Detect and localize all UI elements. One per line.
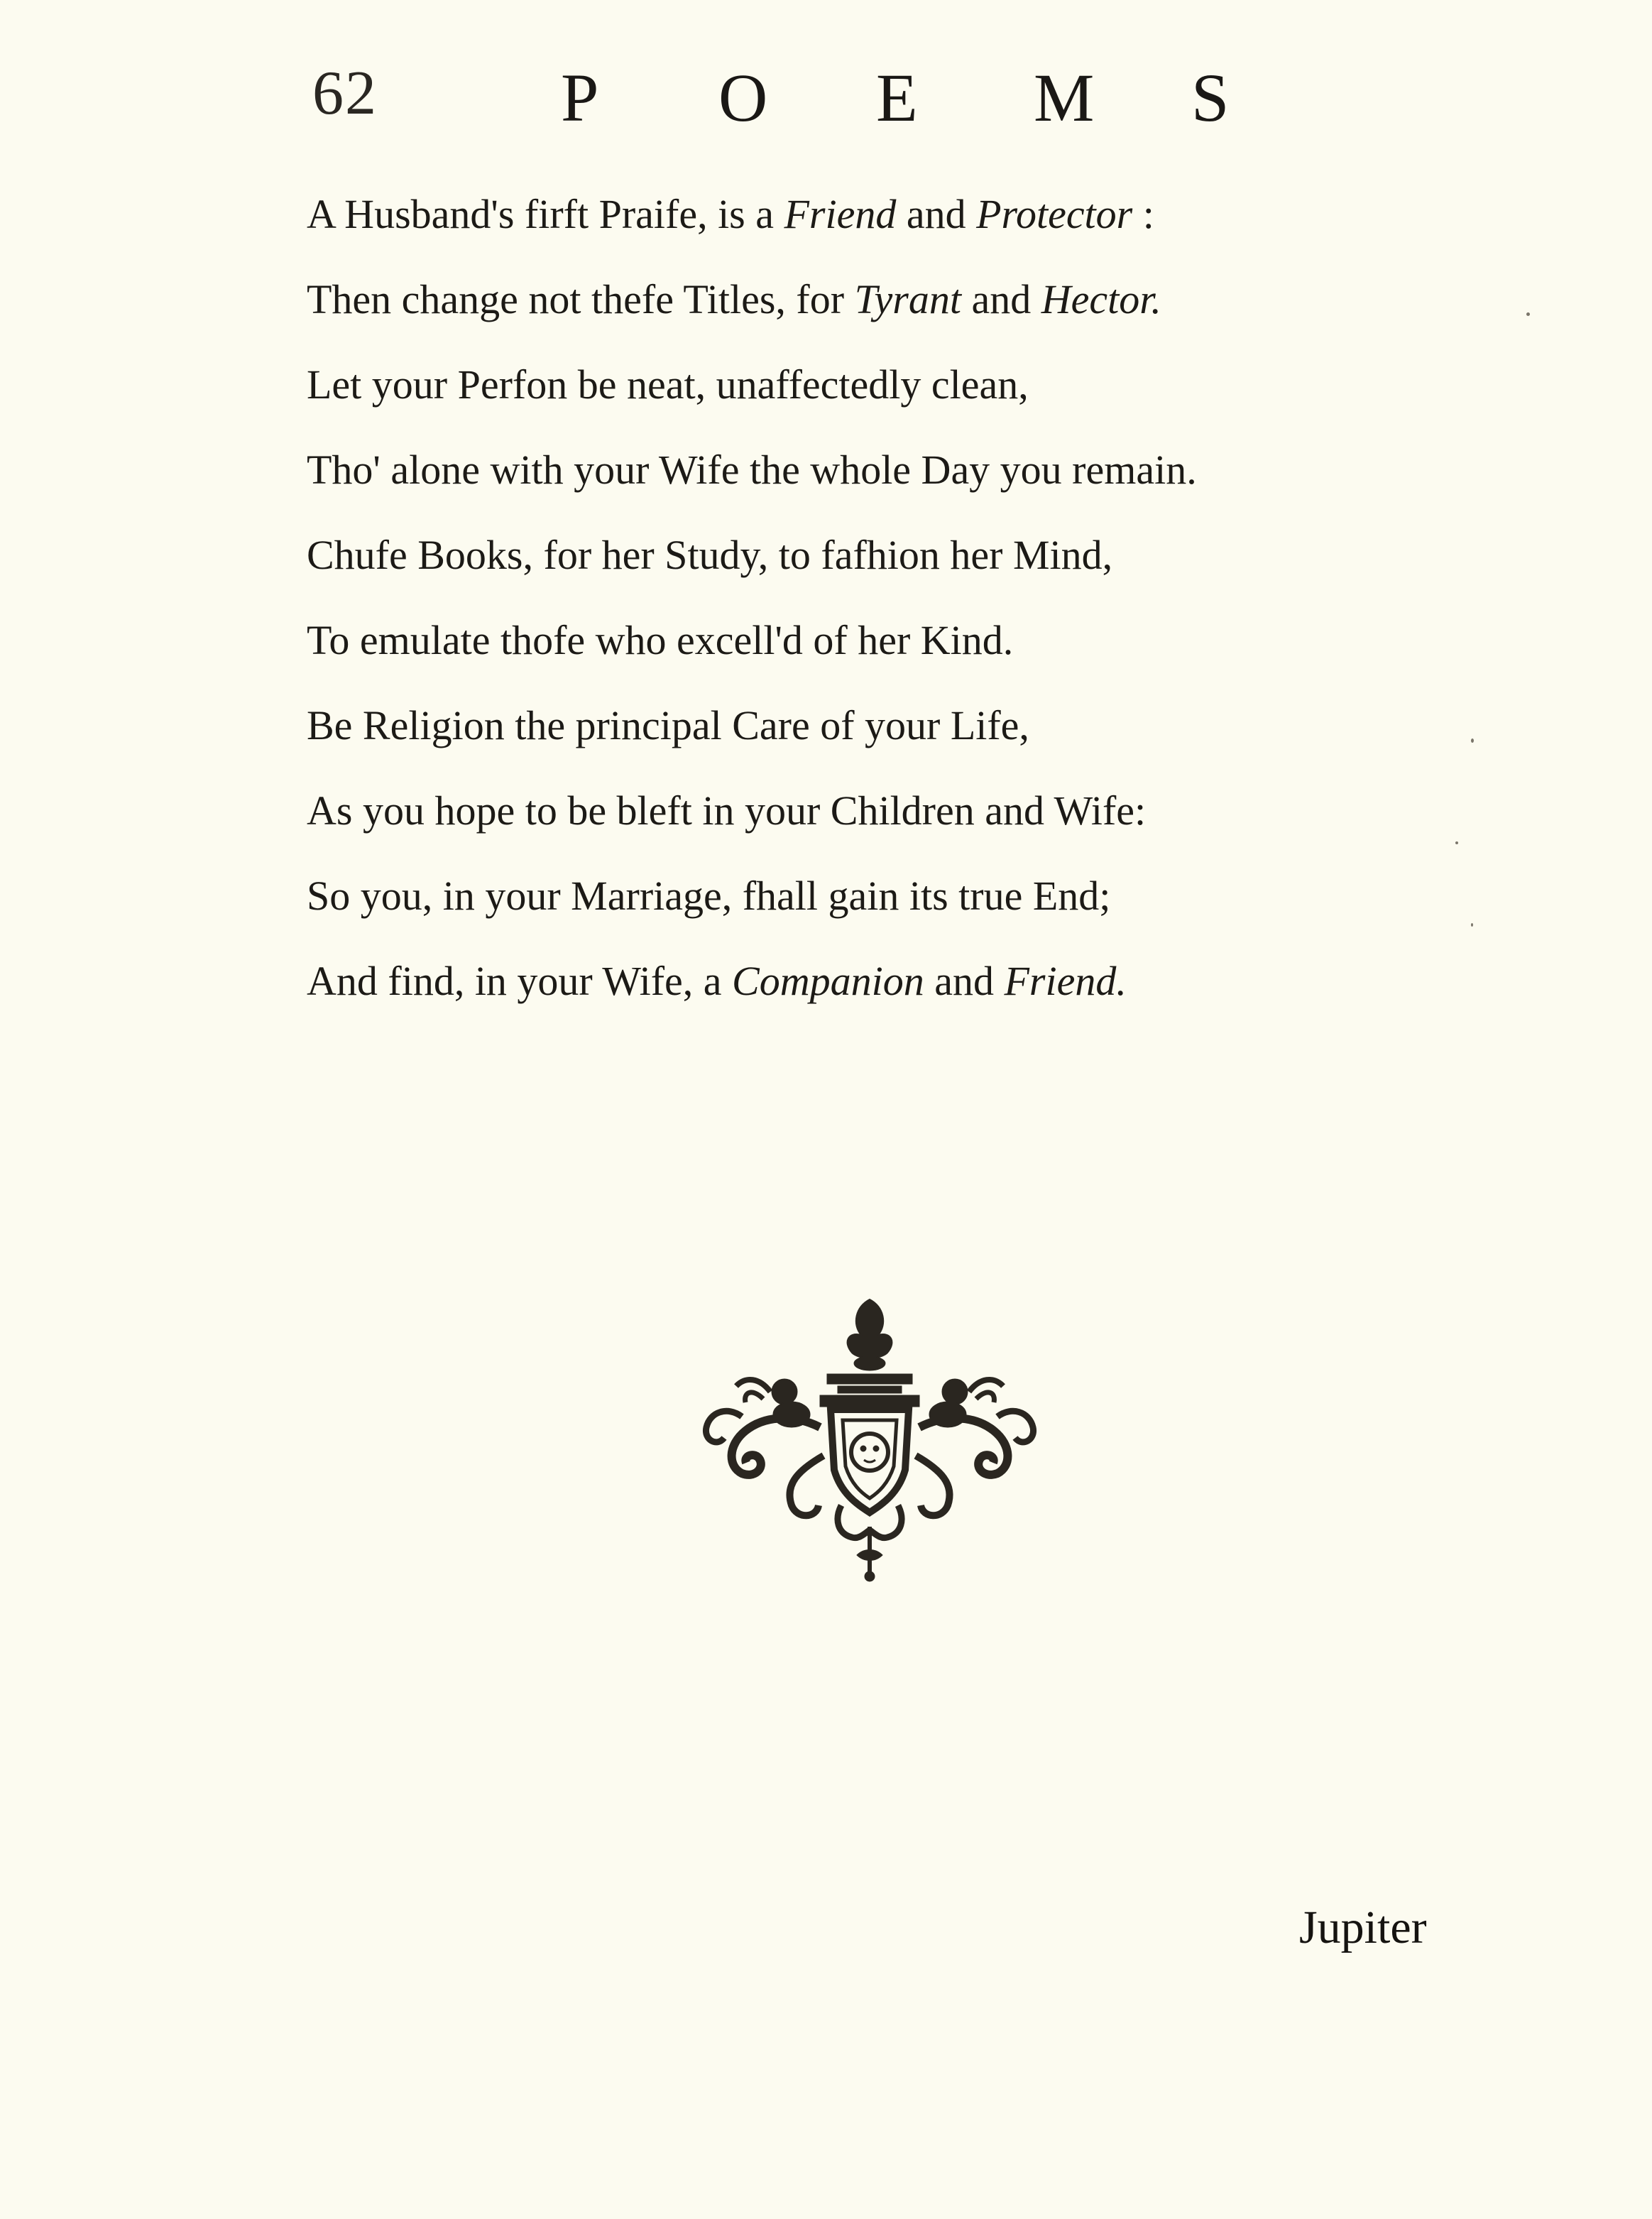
poem-line	[307, 186, 1514, 271]
poem-text	[307, 186, 1514, 1038]
line-text: and	[896, 191, 977, 237]
poem-line	[307, 612, 1514, 697]
poem-line	[307, 527, 1514, 612]
italic-word: Hector.	[1041, 276, 1161, 322]
line-text: :	[1132, 191, 1154, 237]
line-text: As you hope to be bleft in your Children and Wife:	[307, 787, 1147, 834]
catchword: Jupiter	[1299, 1902, 1427, 1953]
line-text: So you, in your Marriage, fhall gain its true End;	[307, 873, 1111, 919]
line-text: To emulate thofe who excell'd of her Kind.	[307, 617, 1014, 663]
line-text: and	[961, 276, 1041, 322]
running-title-letter: P	[561, 60, 600, 136]
running-title-letter: M	[1034, 60, 1095, 136]
line-text: A Husband's firft Praife, is a	[307, 191, 784, 237]
italic-word: Friend	[784, 191, 897, 237]
page-number: 62	[312, 59, 378, 128]
italic-word: Friend.	[1004, 958, 1127, 1004]
italic-word: Protector	[976, 191, 1133, 237]
tailpiece-ornament-icon	[678, 1292, 1061, 1591]
running-title-letter: O	[718, 60, 769, 136]
running-title-letter: S	[1191, 60, 1230, 136]
poem-line	[307, 356, 1514, 442]
line-text: and	[924, 958, 1005, 1004]
running-title	[561, 60, 1230, 136]
poem-line	[307, 442, 1514, 527]
line-text: Tho' alone with your Wife the whole Day you remain.	[307, 447, 1197, 493]
poem-line	[307, 953, 1514, 1038]
poem-line	[307, 783, 1514, 868]
line-text: Let your Perfon be neat, unaffectedly clean,	[307, 361, 1029, 408]
paper-speck	[1455, 841, 1458, 844]
line-text: Be Religion the principal Care of your Life,	[307, 702, 1029, 748]
paper-speck	[1471, 923, 1473, 927]
line-text: Chufe Books, for her Study, to fafhion her Mind,	[307, 532, 1113, 578]
paper-speck	[1526, 312, 1530, 316]
running-title-letter: E	[876, 60, 919, 136]
paper-speck	[1471, 738, 1474, 743]
poem-line	[307, 697, 1514, 783]
italic-word: Tyrant	[854, 276, 961, 322]
line-text: And find, in your Wife, a	[307, 958, 733, 1004]
poem-line	[307, 271, 1514, 356]
line-text: Then change not thefe Titles, for	[307, 276, 855, 322]
italic-word: Companion	[732, 958, 924, 1004]
poem-line	[307, 868, 1514, 953]
